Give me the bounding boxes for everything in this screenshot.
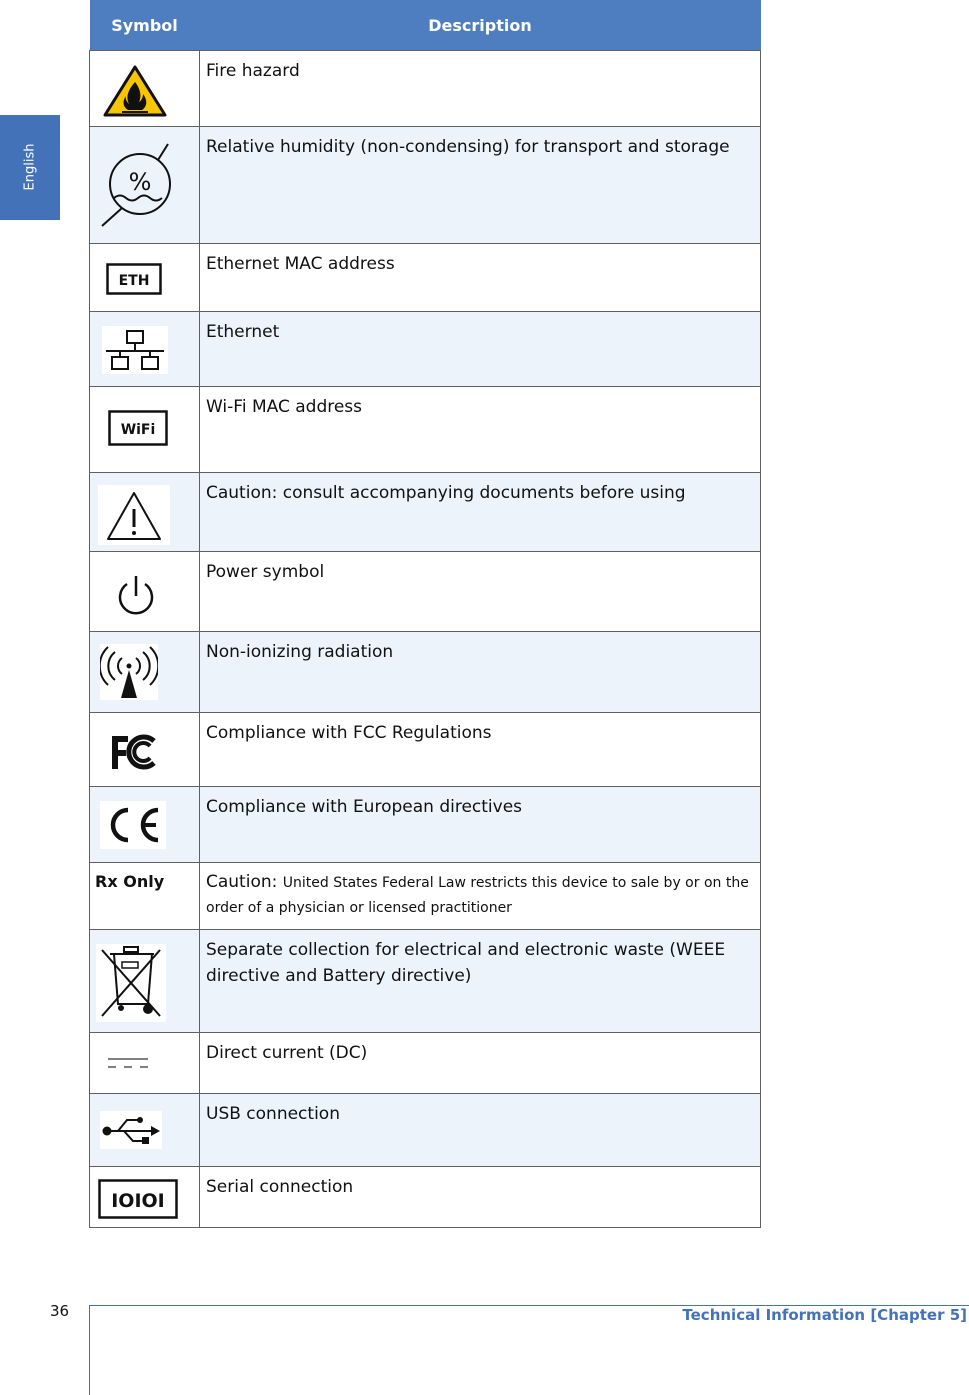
table-row (90, 387, 761, 473)
direct-current-icon (104, 1053, 152, 1075)
ethernet-network-icon (102, 326, 168, 374)
symbol-cell (90, 51, 200, 127)
language-tab[interactable] (0, 115, 60, 220)
symbol-cell (90, 387, 200, 473)
table-row (90, 552, 761, 632)
symbol-cell (90, 312, 200, 387)
non-ionizing-radiation-icon (100, 644, 158, 700)
description-cell: Caution: consult accompanying documents before using (200, 473, 761, 552)
symbol-cell (90, 1094, 200, 1167)
page-number: 36 (50, 1302, 70, 1320)
description-cell (200, 863, 761, 930)
table-row (90, 312, 761, 387)
table-row (90, 632, 761, 713)
table-row (90, 713, 761, 787)
wifi-mac-icon (108, 410, 168, 446)
symbol-cell (90, 473, 200, 552)
svg-text:IOIOI: IOIOI (111, 1190, 165, 1212)
svg-text:ETH: ETH (118, 273, 150, 289)
rx-description: United States Federal Law restricts this device to sale by or on the order of a physician or licensed practitioner (206, 875, 749, 916)
table-row (90, 1167, 761, 1228)
symbol-cell (90, 632, 200, 713)
description-cell: Power symbol (200, 552, 761, 632)
ce-mark-icon (100, 801, 166, 849)
table-row (90, 244, 761, 312)
caution-label: Caution: (206, 872, 278, 892)
table-row (90, 51, 761, 127)
description-cell: Serial connection (200, 1167, 761, 1228)
description-cell: Ethernet (200, 312, 761, 387)
table-row (90, 473, 761, 552)
language-tab-label: English (22, 143, 38, 191)
symbol-cell (90, 930, 200, 1033)
weee-bin-icon (96, 944, 166, 1022)
symbol-table (89, 0, 761, 1228)
table-row (90, 1094, 761, 1167)
power-icon (114, 572, 158, 618)
caution-triangle-icon (98, 485, 170, 545)
serial-icon (98, 1179, 178, 1219)
svg-text:WiFi: WiFi (120, 422, 156, 438)
symbol-cell (90, 713, 200, 787)
description-cell: Ethernet MAC address (200, 244, 761, 312)
symbol-cell (90, 244, 200, 312)
symbol-cell (90, 552, 200, 632)
svg-text:%: % (128, 168, 152, 196)
usb-icon (100, 1111, 162, 1149)
table-header-row (90, 0, 761, 51)
description-column-header: Description (200, 0, 761, 51)
humidity-icon (96, 140, 174, 228)
fire-hazard-icon (102, 64, 168, 118)
description-cell: Compliance with European directives (200, 787, 761, 863)
symbol-cell (90, 127, 200, 244)
description-cell: Separate collection for electrical and electronic waste (WEEE directive and Battery directive) (200, 930, 761, 1033)
symbol-column-header: Symbol (90, 0, 200, 51)
fcc-icon (108, 733, 160, 771)
table-row (90, 127, 761, 244)
symbol-cell (90, 1033, 200, 1094)
table-row (90, 863, 761, 930)
description-cell: USB connection (200, 1094, 761, 1167)
description-cell: Relative humidity (non-condensing) for transport and storage (200, 127, 761, 244)
description-cell: Non-ionizing radiation (200, 632, 761, 713)
rx-only-label: Rx Only (95, 872, 165, 891)
table-row (90, 1033, 761, 1094)
description-cell: Fire hazard (200, 51, 761, 127)
chapter-title: Technical Information [Chapter 5] (682, 1306, 967, 1324)
description-cell: Compliance with FCC Regulations (200, 713, 761, 787)
description-cell: Wi-Fi MAC address (200, 387, 761, 473)
symbol-cell (90, 863, 200, 930)
symbol-cell (90, 1167, 200, 1228)
eth-mac-icon (106, 263, 162, 295)
table-row (90, 787, 761, 863)
footer-vertical-divider (89, 1305, 90, 1395)
description-cell: Direct current (DC) (200, 1033, 761, 1094)
symbol-cell (90, 787, 200, 863)
table-row (90, 930, 761, 1033)
